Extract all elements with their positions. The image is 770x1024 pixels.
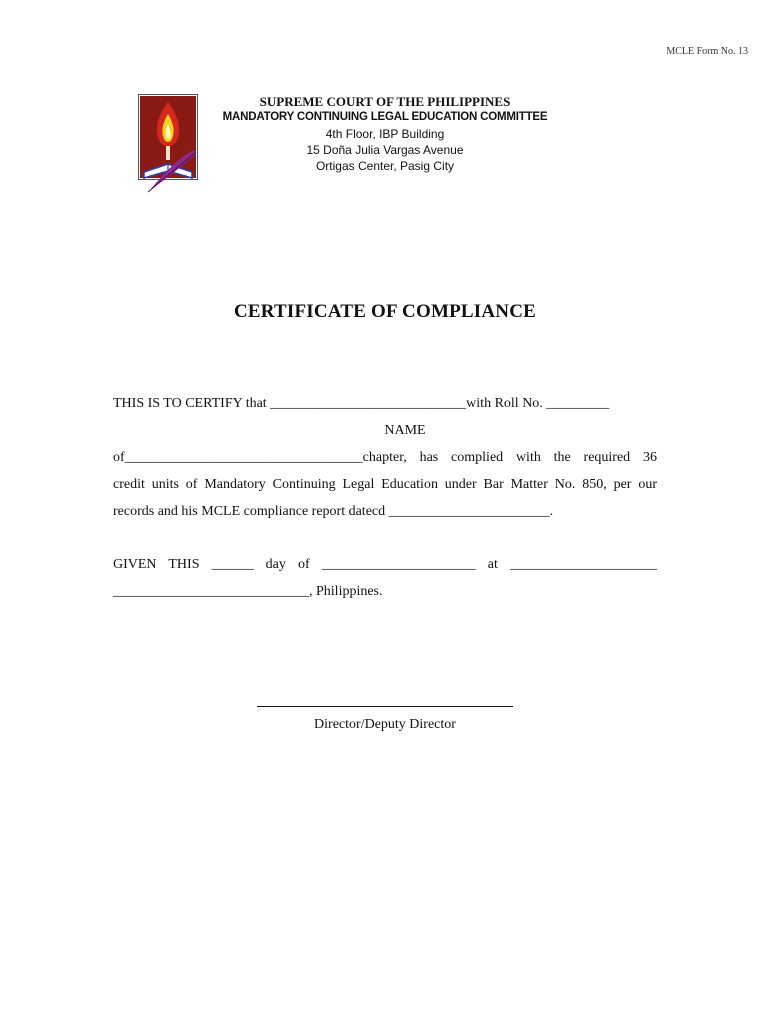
- certify-line: THIS IS TO CERTIFY that ____________________________with Roll No. _________: [113, 396, 610, 411]
- document-title: CERTIFICATE OF COMPLIANCE: [233, 301, 536, 322]
- given-this-line: GIVEN THIS ______ day of ______________________ at _____________________: [113, 557, 657, 572]
- place-line: ____________________________, Philippines.: [113, 584, 383, 599]
- address-line-2: 15 Doña Julia Vargas Avenue: [306, 143, 464, 157]
- committee-name: MANDATORY CONTINUING LEGAL EDUCATION COMMITTEE: [222, 111, 548, 123]
- court-name: SUPREME COURT OF THE PHILIPPINES: [259, 94, 511, 109]
- signature-line: [257, 706, 513, 707]
- chapter-line: of__________________________________chapter, has complied with the required 36: [113, 450, 657, 465]
- credit-units-line: credit units of Mandatory Continuing Legal Education under Bar Matter No. 850, per our: [113, 477, 657, 492]
- mcle-logo: [138, 94, 200, 196]
- address-line-1: 4th Floor, IBP Building: [325, 127, 445, 141]
- mcle-flame-book-quill-icon: [138, 94, 200, 196]
- form-number: MCLE Form No. 13: [666, 46, 748, 57]
- report-date-line: records and his MCLE compliance report datecd _______________________.: [113, 504, 554, 519]
- name-caption: NAME: [384, 423, 426, 438]
- signatory-title: Director/Deputy Director: [314, 717, 456, 732]
- address-line-3: Ortigas Center, Pasig City: [315, 159, 455, 173]
